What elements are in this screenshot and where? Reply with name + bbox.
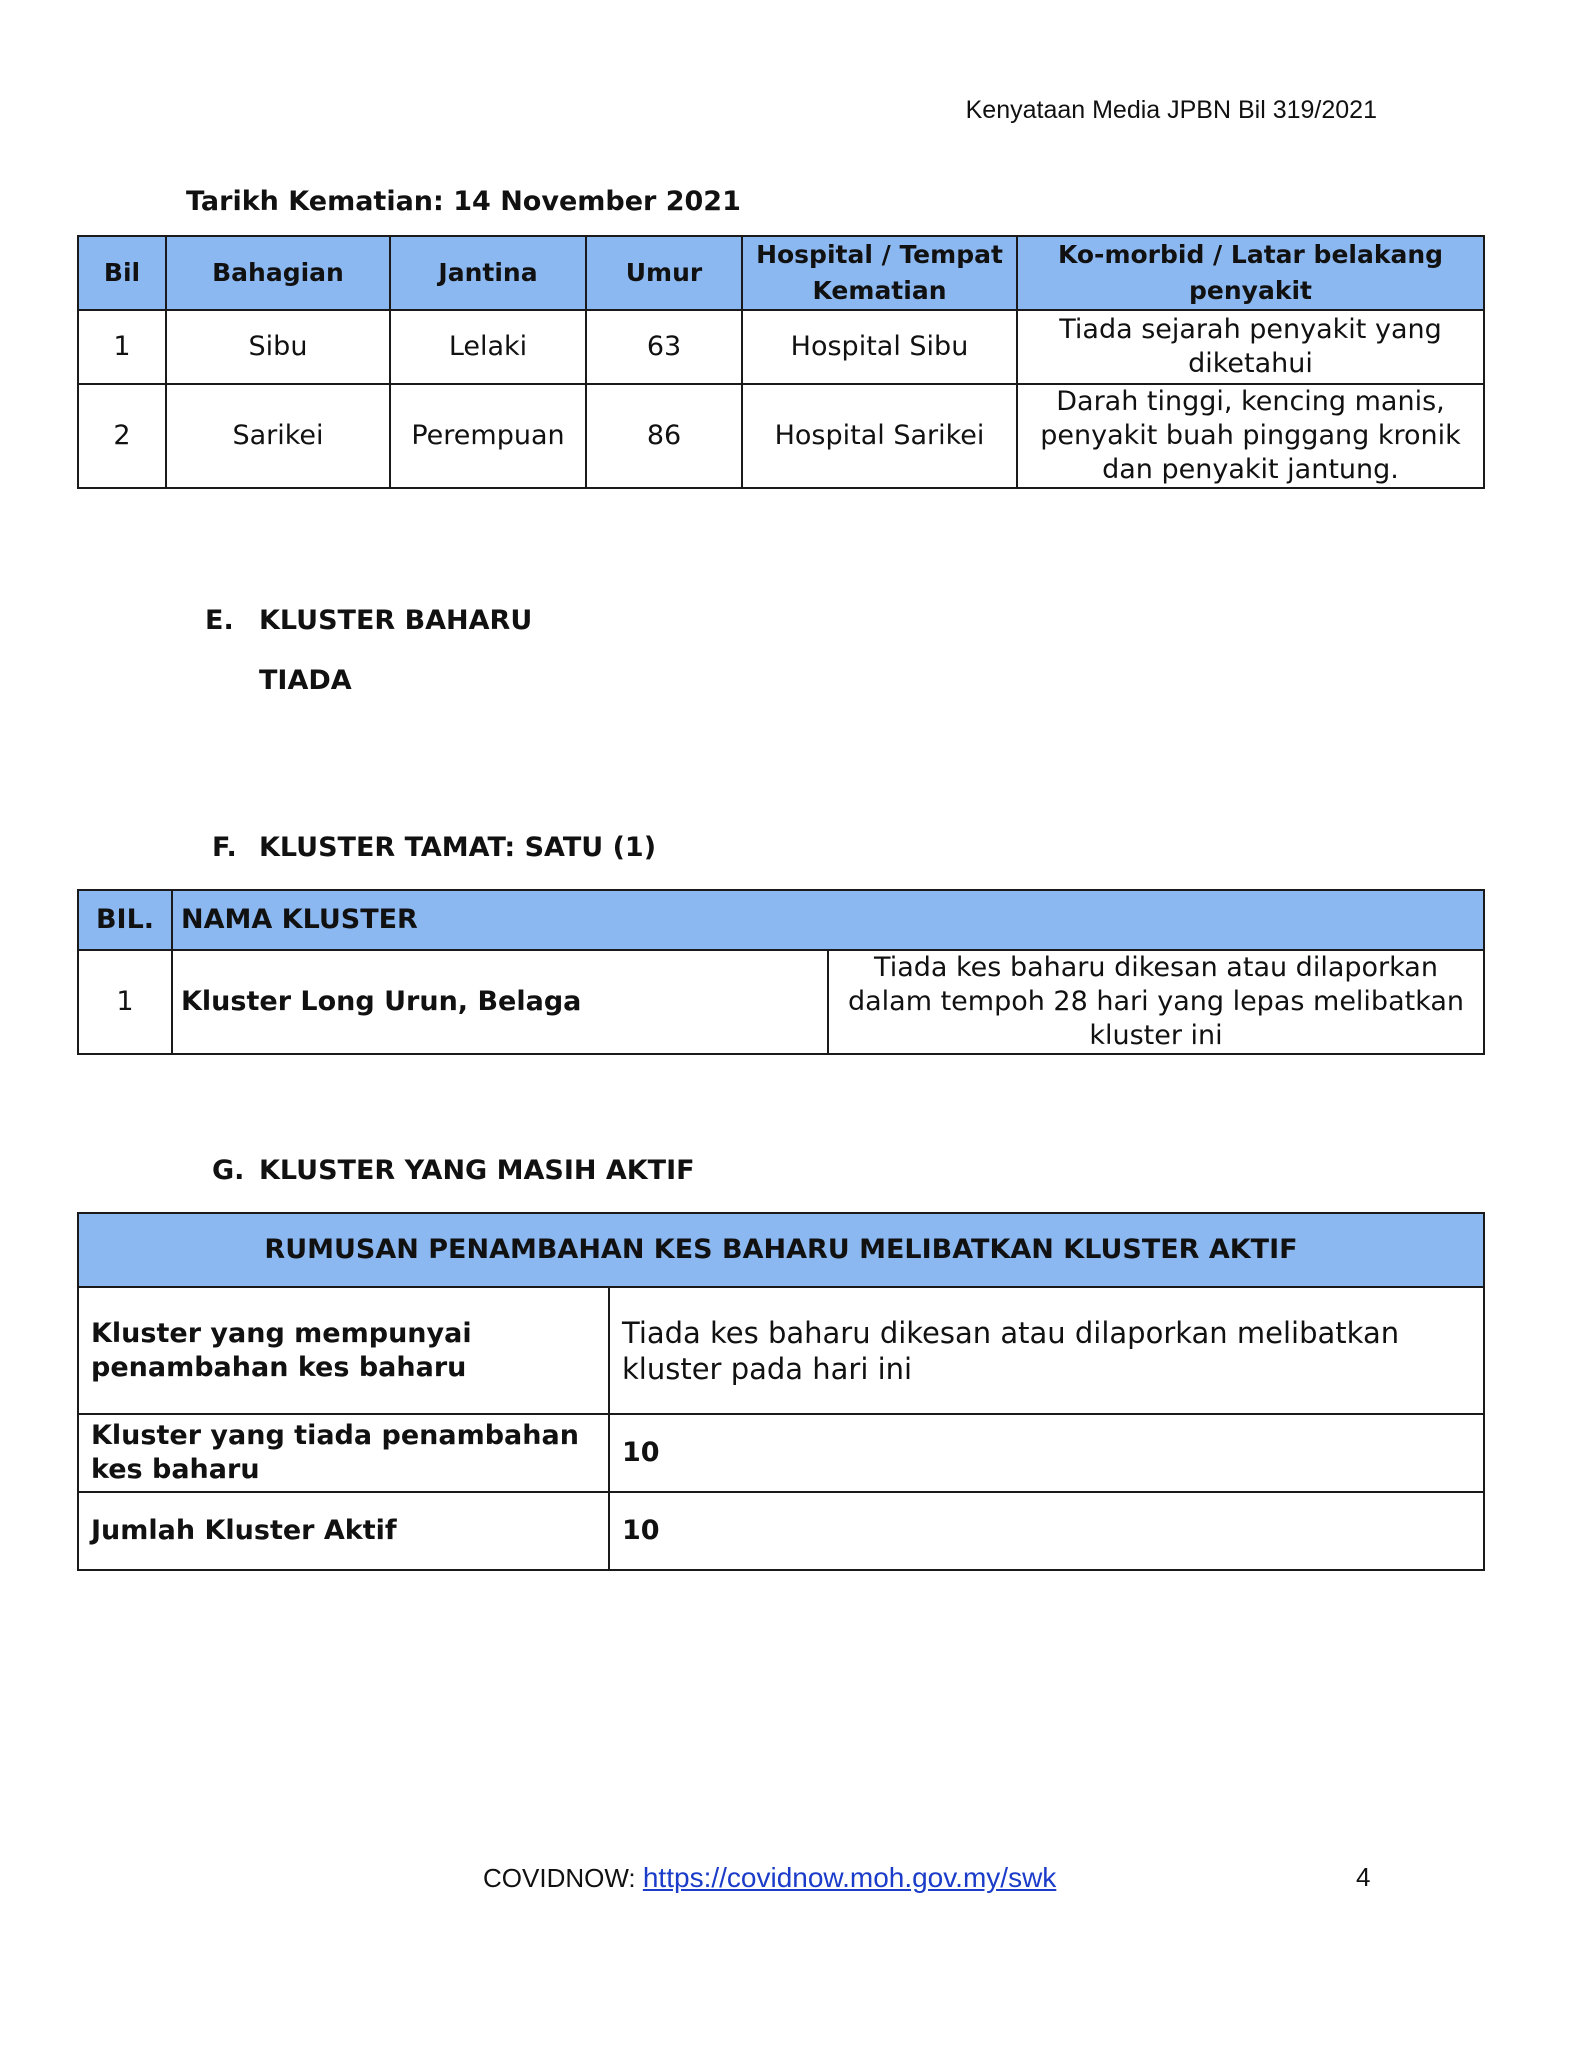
column-header-jantina: Jantina xyxy=(390,236,586,310)
section-title: KLUSTER YANG MASIH AKTIF xyxy=(259,1155,695,1186)
section-letter: G. xyxy=(212,1155,245,1186)
summary-value: 10 xyxy=(609,1414,1484,1492)
cell-komorbid: Darah tinggi, kencing manis, penyakit buah pinggang kronik dan penyakit jantung. xyxy=(1017,384,1484,488)
summary-table-header-row xyxy=(78,1213,1484,1287)
table-row xyxy=(78,384,1484,488)
cell-umur: 86 xyxy=(586,384,742,488)
section-letter: F. xyxy=(212,832,237,863)
cell-cluster-note: Tiada kes baharu dikesan atau dilaporkan dalam tempoh 28 hari yang lepas melibatkan kluster ini xyxy=(828,950,1484,1054)
table-row xyxy=(78,1287,1484,1414)
summary-label: Kluster yang tiada penambahan kes baharu xyxy=(78,1414,609,1492)
table-row xyxy=(78,1414,1484,1492)
cell-cluster-name: Kluster Long Urun, Belaga xyxy=(172,950,828,1054)
section-f-heading xyxy=(212,832,656,863)
column-header-bil: Bil xyxy=(78,236,166,310)
table-row xyxy=(78,950,1484,1054)
page-number: 4 xyxy=(1356,1862,1371,1892)
summary-value: Tiada kes baharu dikesan atau dilaporkan melibatkan kluster pada hari ini xyxy=(609,1287,1484,1414)
document-reference: Kenyataan Media JPBN Bil 319/2021 xyxy=(965,96,1377,124)
column-header-bil: BIL. xyxy=(78,890,172,950)
column-header-umur: Umur xyxy=(586,236,742,310)
section-e-value: TIADA xyxy=(259,665,352,696)
death-date-title: Tarikh Kematian: 14 November 2021 xyxy=(186,186,741,217)
cell-jantina: Lelaki xyxy=(390,310,586,384)
death-table xyxy=(77,235,1485,489)
cell-bahagian: Sibu xyxy=(166,310,390,384)
cell-bahagian: Sarikei xyxy=(166,384,390,488)
summary-table-title: RUMUSAN PENAMBAHAN KES BAHARU MELIBATKAN KLUSTER AKTIF xyxy=(78,1213,1484,1287)
summary-label: Jumlah Kluster Aktif xyxy=(78,1492,609,1570)
cell-hospital: Hospital Sarikei xyxy=(742,384,1017,488)
cell-bil: 2 xyxy=(78,384,166,488)
section-title: KLUSTER TAMAT: SATU (1) xyxy=(259,832,657,863)
covidnow-link[interactable]: https://covidnow.moh.gov.my/swk xyxy=(642,1862,1057,1893)
section-title: KLUSTER BAHARU xyxy=(259,605,533,636)
section-e-heading xyxy=(205,605,532,636)
cell-bil: 1 xyxy=(78,950,172,1054)
ended-cluster-table xyxy=(77,889,1485,1055)
column-header-nama-kluster: NAMA KLUSTER xyxy=(172,890,1484,950)
cell-komorbid: Tiada sejarah penyakit yang diketahui xyxy=(1017,310,1484,384)
cell-hospital: Hospital Sibu xyxy=(742,310,1017,384)
section-g-heading xyxy=(212,1155,695,1186)
column-header-bahagian: Bahagian xyxy=(166,236,390,310)
death-table-header-row xyxy=(78,236,1484,310)
cell-jantina: Perempuan xyxy=(390,384,586,488)
summary-value: 10 xyxy=(609,1492,1484,1570)
cell-umur: 63 xyxy=(586,310,742,384)
summary-label: Kluster yang mempunyai penambahan kes baharu xyxy=(78,1287,609,1414)
footer xyxy=(483,1862,1056,1894)
section-letter: E. xyxy=(205,605,234,636)
column-header-hospital: Hospital / Tempat Kematian xyxy=(742,236,1017,310)
table-row xyxy=(78,310,1484,384)
footer-prefix: COVIDNOW: xyxy=(483,1863,643,1893)
cell-bil: 1 xyxy=(78,310,166,384)
column-header-komorbid: Ko-morbid / Latar belakang penyakit xyxy=(1017,236,1484,310)
active-cluster-summary-table xyxy=(77,1212,1485,1571)
table-row xyxy=(78,1492,1484,1570)
ended-table-header-row xyxy=(78,890,1484,950)
